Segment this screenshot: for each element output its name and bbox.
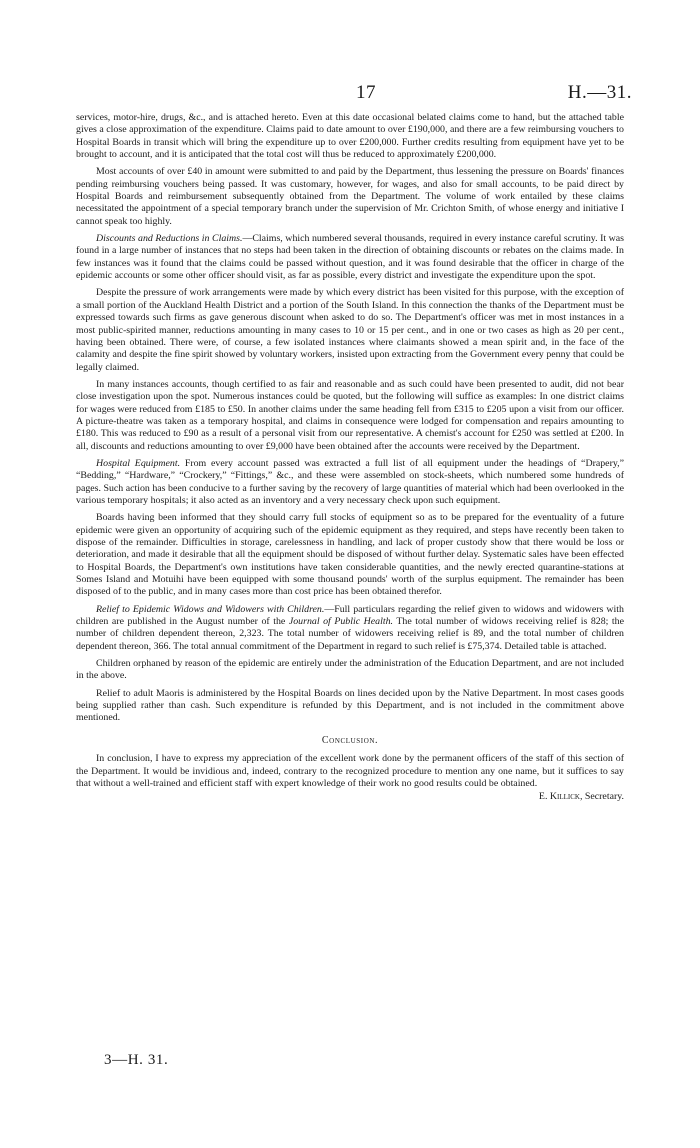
paragraph-maori-relief: Relief to adult Maoris is administered by the Hospital Boards on lines decided upon by the Native Department. In most cases goods being supplied rather than cash. Such expenditure is refunded by this Department, and is not included in the commitment above mentioned. xyxy=(76,687,624,724)
conclusion-heading: Conclusion. xyxy=(321,734,379,746)
paragraph-conclusion: In conclusion, I have to express my appreciation of the excellent work done by the permanent officers of the staff of this section of the Department. It would be invidious and, indeed, contrary to the recognized procedure to mention any one name, but it suffices to say that without a well-trained and efficient staff with expert knowledge of their work no good results could be obtained. xyxy=(76,753,624,789)
body-text xyxy=(76,112,624,804)
journal-title: Journal of Public Health. xyxy=(288,616,393,628)
page-number: 17 xyxy=(356,82,376,103)
signature-title: Secretary. xyxy=(582,791,624,803)
paragraph-district-visits: Despite the pressure of work arrangements were made by which every district has been visited for this purpose, with the exception of a small portion of the Auckland Health District and a portion of the South Island. In this connection the thanks of the Department must be expressed towards such firms as gave generous discount when asked to do so. The Department's officer was met in most instances in a most public-spirited manner, reductions amounting in many cases to 10 or 15 per cent., and in one or two cases as high as 20 per cent., having been obtained. There were, of course, a few isolated instances where claimants showed a mean spirit and, in the face of the calamity and despite the fine spirit showed by voluntary workers, insisted upon extracting from the Government every penny that could be legally claimed. xyxy=(76,287,624,373)
paragraph-equipment xyxy=(76,458,624,507)
paragraph-discounts-body: —Claims, which numbered several thousands, required in every instance careful scrutiny. It was found in a large number of instances that no steps had been taken in the direction of obtaining discounts or rebates on the claims made. In few instances was it found that the claims could be passed without question, and it was found desirable that the officer in charge of the epidemic accounts or some other officer should visit, as far as possible, every district and investigate the expenditure upon the spot. xyxy=(76,233,624,282)
paragraph-accounts: Most accounts of over £40 in amount were submitted to and paid by the Department, thus lessening the pressure on Boards' finances pending reimbursing vouchers being passed. It was customary, however, for wages, and also for small accounts, to be paid direct by Hospital Boards and reimbursement subsequently obtained from the Department. The volume of work entailed by these claims necessitated the appointment of a special temporary branch under the supervision of Mr. Crichton Smith, of whose energy and initiative I cannot speak too highly. xyxy=(76,166,624,227)
section-heading-discounts: Discounts and Reductions in Claims. xyxy=(96,233,243,245)
paragraph-continuation: services, motor-hire, drugs, &c., and is attached hereto. Even at this date occasional belated claims come to hand, but the attached table gives a close approximation of the expenditure. Claims paid to date amount to over £190,000, and there are a few reimbursing vouchers to Hospital Boards in transit which will bring the expenditure up to over £200,000. Further credits resulting from equipment have yet to be brought to account, and it is anticipated that the total cost will thus be reduced to approximately £200,000. xyxy=(76,112,624,161)
paragraph-audit-examples: In many instances accounts, though certified to as fair and reasonable and as such could have been presented to audit, did not bear close investigation upon the spot. Numerous instances could be quoted, but the following will suffice as examples: In one district claims for wages were reduced from £185 to £50. In another claims under the same heading fell from £315 to £205 upon a visit from our officer. A picture-theatre was taken as a temporary hospital, and claims in consequence were lodged for compensation and repairs amounting to £180. This was reduced to £90 as a result of a personal visit from our representative. A chemist's account for £250 was settled at £200. In all, discounts and reductions amounting to over £9,000 have been obtained after the accounts were received by the Department. xyxy=(76,378,624,452)
signature-name: E. Killick, xyxy=(538,791,583,803)
paragraph-orphans: Children orphaned by reason of the epidemic are entirely under the administration of the Education Department, and are not included in the above. xyxy=(76,658,624,682)
paragraph-relief-body-a: —Full particulars regarding the relief given to widows and widowers with children are published in the August number of the xyxy=(76,603,624,628)
paragraph-discounts xyxy=(76,233,624,282)
paragraph-equipment-body: From every account passed was extracted a full list of all equipment under the headings of “Drapery,” “Bedding,” “Hardware,” “Crockery,” “Fittings,” &c., and these were assembled on stock-sheets, which numbered some hundreds of pages. Such action has been conducive to a further saving by the recovery of large quantities of material which had been overlooked in the various temporary hospitals; it also acted as an inventory and a very necessary check upon such equipment. xyxy=(76,457,624,506)
document-reference: H.—31. xyxy=(567,82,632,103)
paragraph-relief xyxy=(76,604,624,653)
signature-line xyxy=(76,791,624,803)
paragraph-relief-body-b: The total number of widows receiving relief is 828; the number of children dependent thereon, 2,323. The total number of widowers receiving relief is 89, and the total number of children dependent thereon, 366. The total annual commitment of the Department in regard to such relief is £75,374. Detailed table is attached. xyxy=(76,616,624,652)
section-heading-relief: Relief to Epidemic Widows and Widowers with Children. xyxy=(96,603,325,615)
page-header xyxy=(100,82,632,108)
paragraph-equipment-disposal: Boards having been informed that they should carry full stocks of equipment so as to be prepared for the eventuality of a future epidemic were given an opportunity of acquiring such of the epidemic equipment as they required, and steps have recently been taken to dispose of the remainder. Difficulties in storage, carelessness in handling, and lack of proper custody show that there would be loss or deterioration, and made it desirable that all the equipment should be disposed of without further delay. Systematic sales have been effected to Hospital Boards, the Department's own institutions have taken considerable quantities, and the newly erected quarantine-stations at Somes Island and Motuihi have been equipped with some thousand pounds' worth of the surplus equipment. The remainder has been disposed of to the public, and in many cases more than cost price has been obtained therefor. xyxy=(76,512,624,598)
print-reference: 3—H. 31. xyxy=(104,1052,169,1068)
section-heading-equipment: Hospital Equipment. xyxy=(96,457,181,469)
